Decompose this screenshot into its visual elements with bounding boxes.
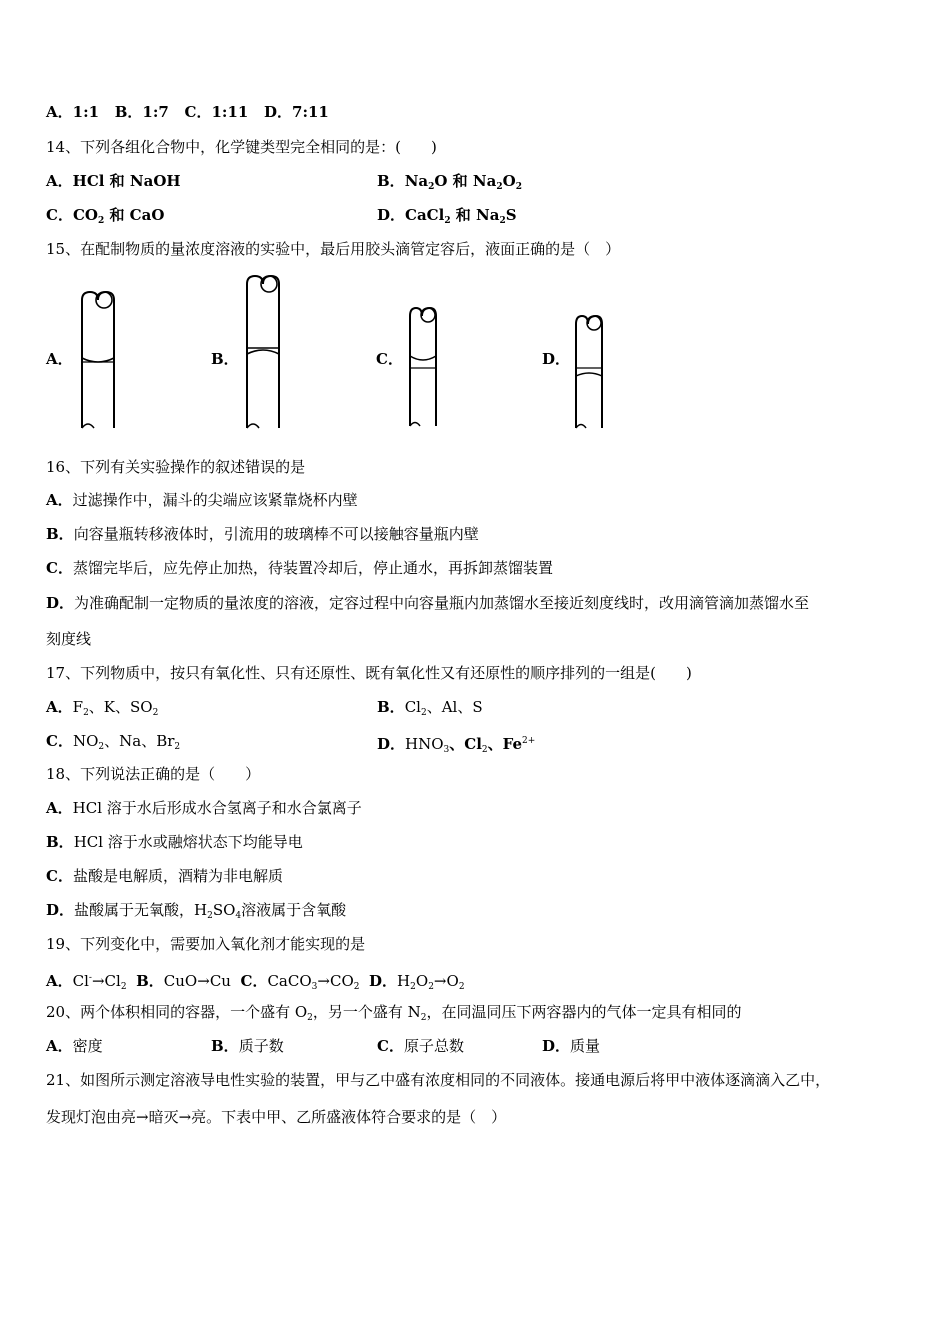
q17-c-sub2: 2: [174, 742, 181, 752]
q19-c-sub1: 3: [311, 982, 318, 992]
q19-a-sup: -: [88, 973, 92, 983]
q15-option-b-label: B．: [211, 350, 239, 368]
q16-option-c-text: 蒸馏完毕后，应先停止加热，待装置冷却后，停止通水，再拆卸蒸馏装置: [72, 559, 553, 577]
q14-option-b: [377, 171, 522, 197]
q17-d-sub1: 3: [443, 745, 450, 755]
q14-option-d-label: D．: [377, 206, 406, 224]
q17-option-b-label: B．: [377, 698, 405, 716]
q18-option-c-label: C．: [46, 867, 73, 885]
q14-d-post: S: [505, 206, 517, 224]
q19-a-sub: 2: [120, 982, 127, 992]
q15-figures: [46, 272, 666, 437]
q14-option-c: [46, 205, 164, 231]
q17-option-c-label: C．: [46, 732, 73, 750]
q17-b-sub1: 2: [420, 708, 427, 718]
q19-option-b-label: B．: [136, 972, 164, 990]
q19-c-1: CaCO: [267, 972, 312, 990]
q20-stem-3: ，在同温同压下两容器内的气体一定具有相同的: [426, 1003, 742, 1021]
q18-option-a-label: A．: [46, 799, 73, 817]
q18-option-d: [46, 900, 346, 926]
q19-d-2: O: [415, 972, 429, 990]
flask-neck-d-icon: [568, 314, 608, 432]
q20-stem-2: ，另一个盛有 N: [312, 1003, 421, 1021]
q17-option-c: [46, 731, 180, 757]
q19-stem: 19、下列变化中，需要加入氧化剂才能实现的是: [46, 935, 366, 953]
q17-b-2: 、Al、S: [426, 698, 483, 716]
q15-option-c-label: C．: [376, 350, 403, 368]
q14-d-pre: CaCl: [405, 206, 445, 224]
q20-option-a: [46, 1036, 103, 1056]
q19-a-arrow: →: [91, 972, 105, 990]
q16-option-b-text: 向容量瓶转移液体时，引流用的玻璃棒不可以接触容量瓶内壁: [73, 525, 479, 543]
q17-a-1: F: [72, 698, 84, 716]
q13-options: [46, 102, 329, 122]
q19-option-c-label: C．: [240, 972, 268, 990]
q17-option-d: [377, 731, 535, 760]
q14-b-sub1: 2: [428, 182, 435, 192]
q13-option-b: 1:7: [142, 103, 169, 121]
q19-d-3: O: [446, 972, 459, 990]
q16-option-a: [46, 490, 358, 510]
q19-options: [46, 968, 465, 997]
q18-option-a-text: HCl 溶于水后形成水合氢离子和水合氯离子: [72, 799, 362, 817]
q14-d-sub1: 2: [444, 216, 451, 226]
q18-d-sub1: 2: [207, 911, 213, 921]
q19-d-1: H: [397, 972, 411, 990]
q17-c-2: 、Na、Br: [104, 732, 175, 750]
q17-c-sub1: 2: [98, 742, 105, 752]
q20-stem: [46, 1002, 742, 1028]
q13-option-c: 1:11: [211, 103, 249, 121]
q16-option-b: [46, 524, 479, 544]
q20-option-c-label: C．: [377, 1037, 404, 1055]
q14-b-sub2: 2: [496, 182, 503, 192]
q18-option-b: [46, 832, 303, 852]
q17-option-b: [377, 697, 483, 723]
q19-c-2: CO: [329, 972, 354, 990]
q14-c-post: 和 CaO: [104, 206, 165, 224]
q17-d-2: 、Cl: [449, 735, 482, 753]
q19-d-sub2: 2: [428, 982, 434, 992]
q20-option-a-label: A．: [46, 1037, 73, 1055]
q16-stem: 16、下列有关实验操作的叙述错误的是: [46, 458, 306, 476]
q19-d-sub1: 2: [410, 982, 416, 992]
q14-b-mid: O 和 Na: [434, 172, 497, 190]
q19-d-arrow: →: [433, 972, 447, 990]
q14-option-d: [377, 205, 517, 231]
q15-option-d-label: D．: [542, 350, 571, 368]
q20-option-b: [211, 1036, 284, 1056]
q18-option-d-label: D．: [46, 901, 75, 919]
q17-a-2: 、K、SO: [88, 698, 153, 716]
q19-a-2: Cl: [104, 972, 121, 990]
q20-option-b-label: B．: [211, 1037, 239, 1055]
q18-d-2: SO: [212, 901, 236, 919]
q18-stem: 18、下列说法正确的是（ ）: [46, 765, 261, 783]
q20-stem-sub1: 2: [307, 1013, 313, 1023]
q20-option-d-text: 质量: [570, 1037, 601, 1055]
flask-neck-c-icon: [402, 306, 442, 430]
q16-option-c: [46, 558, 553, 578]
q18-d-3: 溶液属于含氧酸: [241, 901, 347, 919]
q16-option-d: [46, 593, 809, 613]
q20-stem-sub2: 2: [420, 1013, 427, 1023]
q17-option-a: [46, 697, 158, 723]
q14-option-a-label: A．: [46, 172, 73, 190]
q19-c-sub2: 2: [353, 982, 360, 992]
q19-option-d-label: D．: [369, 972, 398, 990]
q16-option-a-label: A．: [46, 491, 73, 509]
q18-option-b-text: HCl 溶于水或融熔状态下均能导电: [73, 833, 303, 851]
q14-option-a: [46, 171, 181, 191]
q18-option-c: [46, 866, 283, 886]
q19-a-1: Cl: [72, 972, 89, 990]
q13-option-d: 7:11: [292, 103, 329, 121]
q14-stem: 14、下列各组化合物中，化学键类型完全相同的是：( ): [46, 138, 437, 156]
q13-option-c-label: C．: [184, 103, 212, 121]
q14-b-mid2: O: [502, 172, 516, 190]
q19-d-sub3: 2: [458, 982, 465, 992]
q18-option-c-text: 盐酸是电解质，酒精为非电解质: [72, 867, 283, 885]
q14-d-sub2: 2: [499, 216, 506, 226]
q18-d-1: 盐酸属于无氧酸，H: [74, 901, 208, 919]
q14-d-mid: 和 Na: [450, 206, 500, 224]
q17-option-a-label: A．: [46, 698, 73, 716]
q18-option-b-label: B．: [46, 833, 74, 851]
q17-d-1: HNO: [405, 735, 444, 753]
q16-option-d-text: 为准确配制一定物质的量浓度的溶液，定容过程中向容量瓶内加蒸馏水至接近刻度线时，改用滴管滴加蒸馏水至: [74, 594, 810, 612]
q16-option-a-text: 过滤操作中，漏斗的尖端应该紧靠烧杯内壁: [72, 491, 358, 509]
q16-option-b-label: B．: [46, 525, 74, 543]
q14-option-a-text: HCl 和 NaOH: [72, 172, 181, 190]
q20-option-a-text: 密度: [72, 1037, 103, 1055]
q16-option-d-label: D．: [46, 594, 75, 612]
q14-c-sub1: 2: [97, 216, 105, 226]
q14-b-pre: Na: [404, 172, 429, 190]
q20-option-b-text: 质子数: [238, 1037, 284, 1055]
q18-option-a: [46, 798, 362, 818]
q17-d-sub2: 2: [481, 745, 488, 755]
flask-neck-b-icon: [239, 274, 283, 432]
q19-b-arrow: →: [197, 972, 210, 990]
flask-neck-a-icon: [74, 290, 118, 432]
q17-b-1: Cl: [404, 698, 421, 716]
q13-option-a-label: A．: [46, 103, 73, 121]
q20-option-c: [377, 1036, 464, 1056]
q20-option-d-label: D．: [542, 1037, 571, 1055]
q13-option-d-label: D．: [264, 103, 293, 121]
q13-option-a: 1:1: [72, 103, 100, 121]
q17-a-sub2: 2: [152, 708, 159, 718]
q21-stem-line2: 发现灯泡由亮→暗灭→亮。下表中甲、乙所盛液体符合要求的是（ ）: [46, 1108, 507, 1126]
q17-d-sup: 2+: [522, 736, 536, 746]
q21-stem-line1: 21、如图所示测定溶液导电性实验的装置，甲与乙中盛有浓度相同的不同液体。接通电源后将甲中液体逐滴滴入乙中，: [46, 1071, 831, 1089]
q19-option-a-label: A．: [46, 972, 73, 990]
q15-option-a-label: A．: [46, 350, 73, 368]
q16-option-d-continued: 刻度线: [46, 630, 92, 648]
q20-option-c-text: 原子总数: [403, 1037, 464, 1055]
q14-b-sub3: 2: [515, 182, 522, 192]
q20-option-d: [542, 1036, 600, 1056]
q17-stem: 17、下列物质中，按只有氧化性、只有还原性、既有氧化性又有还原性的顺序排列的一组是( ): [46, 664, 692, 682]
q17-option-d-label: D．: [377, 735, 406, 753]
q17-c-1: NO: [72, 732, 99, 750]
q19-c-arrow: →: [317, 972, 330, 990]
q14-c-pre: CO: [72, 206, 98, 224]
q19-b-1: CuO: [163, 972, 198, 990]
q14-option-c-label: C．: [46, 206, 73, 224]
q17-d-3: 、Fe: [487, 735, 523, 753]
q20-stem-1: 20、两个体积相同的容器，一个盛有 O: [46, 1003, 308, 1021]
q14-option-b-label: B．: [377, 172, 405, 190]
q17-a-sub1: 2: [83, 708, 89, 718]
q13-option-b-label: B．: [114, 103, 143, 121]
q18-d-sub2: 4: [235, 911, 242, 921]
q16-option-c-label: C．: [46, 559, 73, 577]
q15-stem: 15、在配制物质的量浓度溶液的实验中，最后用胶头滴管定容后，液面正确的是（ ）: [46, 240, 621, 258]
q19-b-2: Cu: [209, 972, 231, 990]
